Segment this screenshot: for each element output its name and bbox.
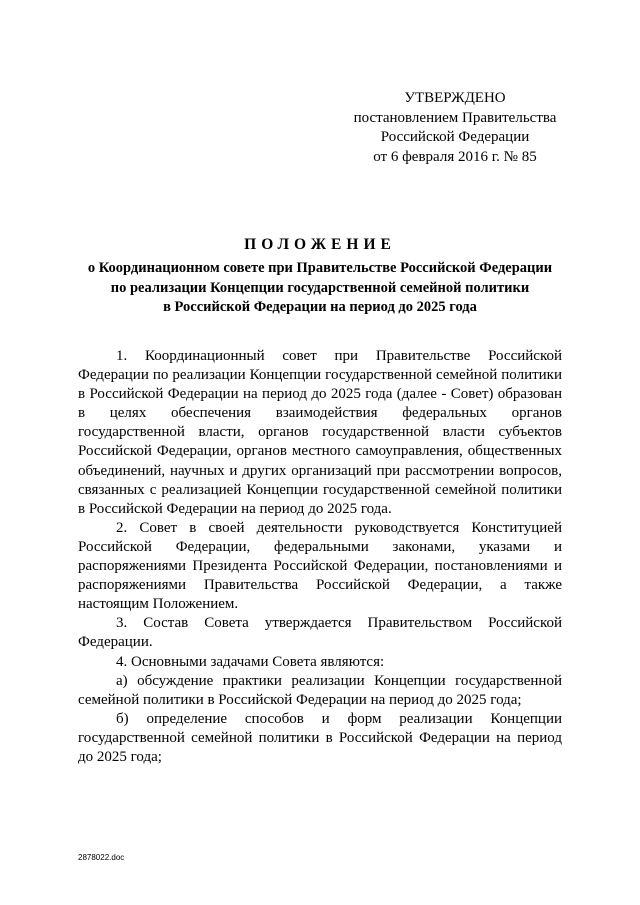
paragraph-3: 3. Состав Совета утверждается Правительством Российской Федерации. xyxy=(78,615,562,651)
document-subtitle-line-2: по реализации Концепции государственной семейной политики xyxy=(110,279,530,296)
document-subtitle-line-3: в Российской Федерации на период до 2025 года xyxy=(163,299,477,315)
file-name-footer: 2878022.doc xyxy=(78,853,125,862)
paragraph-2: 2. Совет в своей деятельности руководствуется Конституцией Российской Федерации, федеральными законами, указами и распоряжениями Президента Российской Федерации, постановлениями и распоряжениями Правительства Российской Федерации, а также настоящим Положением. xyxy=(78,519,562,613)
document-body xyxy=(78,347,562,767)
document-heading xyxy=(60,234,580,318)
paragraph-4b: б) определение способов и форм реализации Концепции государственной семейной политики в Российской Федерации на период до 2025 года; xyxy=(78,710,562,765)
paragraph-1: 1. Координационный совет при Правительстве Российской Федерации по реализации Концепции государственной семейной политики в Российской Федерации на период до 2025 года (далее - Совет) образован в целях обеспечения взаимодействия федеральных органов государственной власти, органов государственной власти субъектов Российской Федерации, органов местного самоуправления, общественных объединений, научных и других организаций при рассмотрении вопросов, связанных с реализацией Концепции государственной семейной политики в Российской Федерации на период до 2025 года. xyxy=(78,348,562,517)
approval-line-resolution: постановлением Правительства xyxy=(353,109,557,126)
approval-stamp xyxy=(340,89,570,167)
paragraph-4: 4. Основными задачами Совета являются: xyxy=(116,653,385,670)
paragraph-4a: а) обсуждение практики реализации Концепции государственной семейной политики в Российской Федерации на период до 2025 года; xyxy=(78,672,562,708)
document-title: ПОЛОЖЕНИЕ xyxy=(244,236,396,253)
approval-line-federation: Российской Федерации xyxy=(380,129,530,145)
approval-title: УТВЕРЖДЕНО xyxy=(404,90,506,106)
approval-line-date: от 6 февраля 2016 г. № 85 xyxy=(373,148,537,165)
document-subtitle-line-1: о Координационном совете при Правительстве Российской Федерации xyxy=(87,260,553,276)
